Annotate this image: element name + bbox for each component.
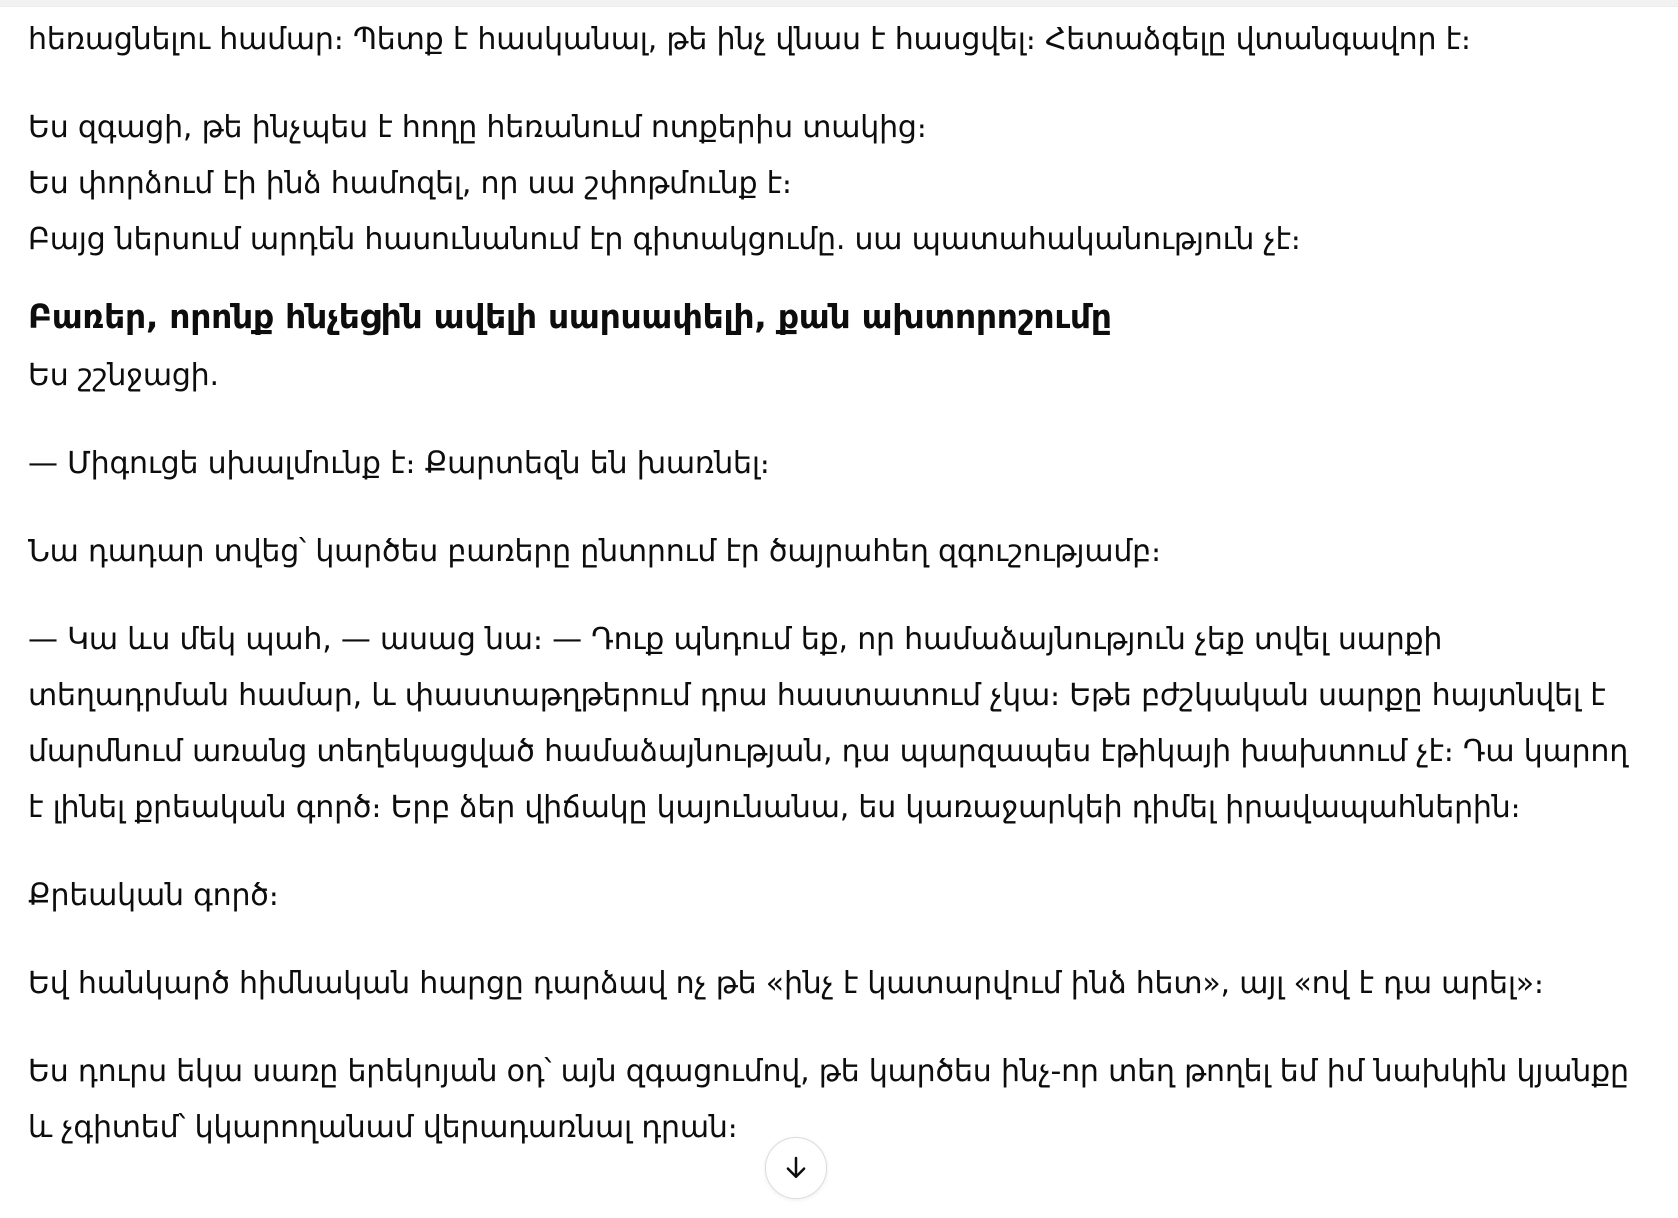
- scroll-to-bottom-button[interactable]: [765, 1137, 827, 1199]
- paragraph-line: Բայց ներսում արդեն հասունանում էր գիտակցումը. սա պատահականություն չէ։: [28, 222, 1301, 257]
- paragraph-line: Նա դադար տվեց՝ կարծես բառերը ընտրում էր ծայրահեղ զգուշությամբ։: [28, 534, 1161, 569]
- paragraph-line: Ես զգացի, թե ինչպես է հողը հեռանում ոտքերիս տակից։: [28, 110, 927, 145]
- paragraph-line: հեռացնելու համար։ Պետք է հասկանալ, թե ինչ վնաս է հասցվել։ Հետաձգելը վտանգավոր է։: [28, 22, 1471, 57]
- paragraph-line: Եվ հանկարծ հիմնական հարցը դարձավ ոչ թե «ինչ է կատարվում ինձ հետ», այլ «ով է դա արել»։: [28, 966, 1544, 1001]
- chat-message-content: [28, 12, 1629, 1156]
- paragraph-line: մարմնում առանց տեղեկացված համաձայնության, դա պարզապես էթիկայի խախտում չէ։ Դա կարող: [28, 734, 1629, 769]
- paragraph-line: և չգիտեմ՝ կկարողանամ վերադառնալ դրան։: [28, 1110, 738, 1145]
- arrow-down-icon: [781, 1153, 811, 1183]
- top-divider: [0, 0, 1678, 7]
- paragraph-line: Ես շշնջացի.: [28, 358, 219, 393]
- paragraph-line: Ես դուրս եկա սառը երեկոյան օդ՝ այն զգացումով, թե կարծես ինչ-որ տեղ թողել եմ իմ նախկին կյանքը: [28, 1054, 1629, 1089]
- section-heading: Բառեր, որոնք հնչեցին ավելի սարսափելի, քան ախտորոշումը: [28, 297, 1112, 336]
- paragraph-line: — Միգուցե սխալմունք է։ Քարտեզն են խառնել։: [28, 446, 770, 481]
- paragraph-line: Ես փորձում էի ինձ համոզել, որ սա շփոթմունք է։: [28, 166, 792, 201]
- paragraph-line: — Կա ևս մեկ պահ, — ասաց նա։ — Դուք պնդում եք, որ համաձայնություն չեք տվել սարքի: [28, 622, 1443, 657]
- paragraph-line: Քրեական գործ։: [28, 878, 279, 913]
- paragraph-line: տեղադրման համար, և փաստաթղթերում դրա հաստատում չկա։ Եթե բժշկական սարքը հայտնվել է: [28, 678, 1606, 713]
- paragraph-line: է լինել քրեական գործ։ Երբ ձեր վիճակը կայունանա, ես կառաջարկեի դիմել իրավապահներին։: [28, 790, 1521, 825]
